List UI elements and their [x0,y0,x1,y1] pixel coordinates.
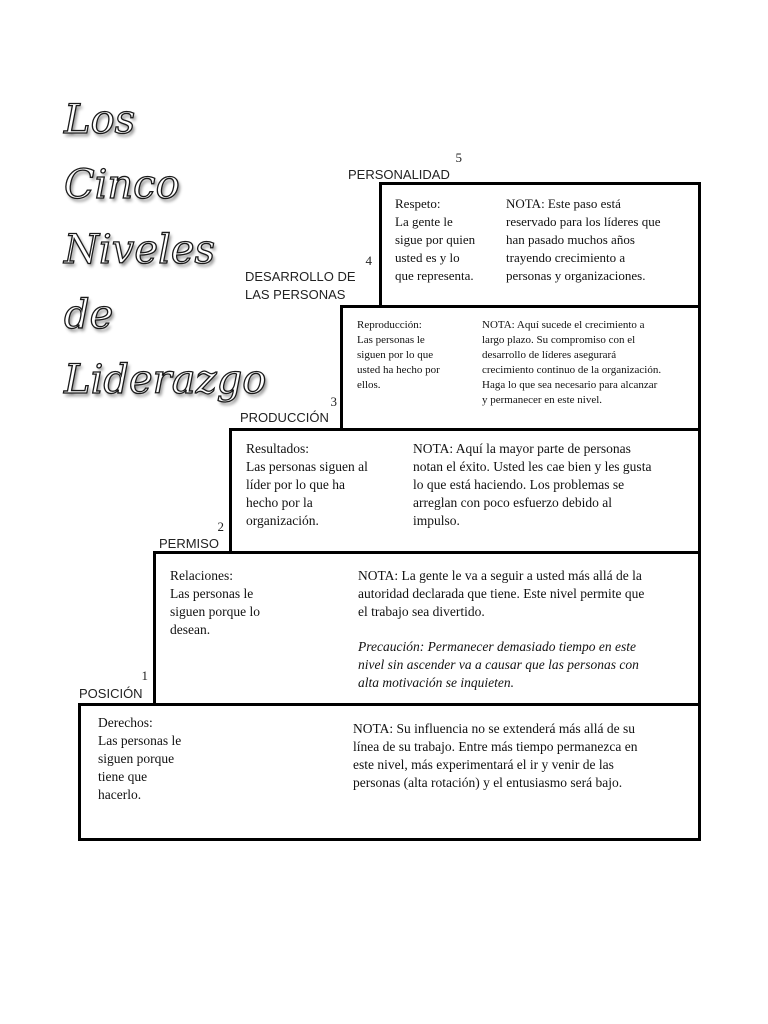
level-1-number: 1 [141,668,148,683]
text-line: este nivel, más experimentará el ir y venir de las [353,757,614,772]
text-line: arreglan con poco esfuerzo debido al [413,495,613,510]
text-line: impulso. [413,513,460,528]
text-line: ellos. [357,379,381,391]
text-line: Las personas siguen al [246,459,368,474]
text-line: Las personas le [357,334,425,346]
level-2-caution [358,638,698,692]
text-line: hecho por la [246,495,313,510]
text-line: Las personas le [170,586,254,601]
level-4-number: 4 [365,253,372,268]
level-1-note [353,720,698,792]
title-line: Los Cinco [64,97,180,208]
level-1-name: POSICIÓN [79,686,143,701]
level-5-number: 5 [455,150,462,165]
level-5-note [506,195,696,285]
text-line: Respeto: [395,196,441,211]
text-line: sigue por quien [395,232,476,247]
text-line: líder por lo que ha [246,477,345,492]
level-4-description [357,318,475,393]
text-line: crecimiento continuo de la organización. [482,364,662,376]
text-line: tiene que [98,769,148,784]
text-line: siguen porque lo [170,604,260,619]
level-2-note [358,567,698,621]
text-line: desarrollo de líderes asegurará [482,349,617,361]
text-line: siguen por lo que [357,349,434,361]
text-line: usted ha hecho por [357,364,440,376]
text-line: NOTA: Su influencia no se extenderá más allá de su [353,721,635,736]
text-line: notan el éxito. Usted les cae bien y les gusta [413,459,652,474]
level-2-number: 2 [217,519,224,534]
text-line: alta motivación se inquieten. [358,675,514,690]
text-line: nivel sin ascender va a causar que las personas con [358,657,639,672]
text-line: NOTA: Aquí la mayor parte de personas [413,441,631,456]
title-line: Liderazgo [64,357,267,403]
text-line: NOTA: Este paso está [506,196,621,211]
text-line: y permanecer en este nivel. [482,394,603,406]
level-4-name [245,268,356,304]
text-line: organización. [246,513,319,528]
diagram-title [64,88,267,413]
text-line: Precaución: Permanecer demasiado tiempo en este [358,639,637,654]
title-line: Niveles de [64,227,216,338]
text-line: hacerlo. [98,787,142,802]
text-line: que representa. [395,268,474,283]
text-line: Resultados: [246,441,309,456]
level-3-number: 3 [330,394,337,409]
level-3-name: PRODUCCIÓN [240,410,329,425]
text-line: usted es y lo [395,250,460,265]
level-4-note [482,318,696,408]
text-line: Las personas le [98,733,182,748]
text-line: desean. [170,622,211,637]
text-line: Haga lo que sea necesario para alcanzar [482,379,658,391]
level-5-name: PERSONALIDAD [348,167,450,182]
text-line: Derechos: [98,715,153,730]
text-line: reservado para los líderes que [506,214,661,229]
level-1-description [98,714,218,804]
text-line: largo plazo. Su compromiso con el [482,334,636,346]
text-line: el trabajo sea divertido. [358,604,485,619]
text-line: LAS PERSONAS [245,287,346,302]
text-line: NOTA: La gente le va a seguir a usted más allá de la [358,568,642,583]
text-line: autoridad declarada que tiene. Este nivel permite que [358,586,645,601]
level-5-description [395,195,500,285]
text-line: Relaciones: [170,568,233,583]
level-3-note [413,440,698,530]
text-line: línea de su trabajo. Entre más tiempo permanezca en [353,739,638,754]
text-line: La gente le [395,214,453,229]
text-line: han pasado muchos años [506,232,635,247]
level-3-description [246,440,396,530]
level-2-name: PERMISO [159,536,219,551]
text-line: lo que está haciendo. Los problemas se [413,477,625,492]
text-line: siguen porque [98,751,175,766]
text-line: Reproducción: [357,319,422,331]
text-line: NOTA: Aquí sucede el crecimiento a [482,319,645,331]
text-line: personas (alta rotación) y el entusiasmo será bajo. [353,775,623,790]
level-2-description [170,567,300,639]
text-line: DESARROLLO DE [245,269,356,284]
text-line: trayendo crecimiento a [506,250,626,265]
text-line: personas y organizaciones. [506,268,646,283]
